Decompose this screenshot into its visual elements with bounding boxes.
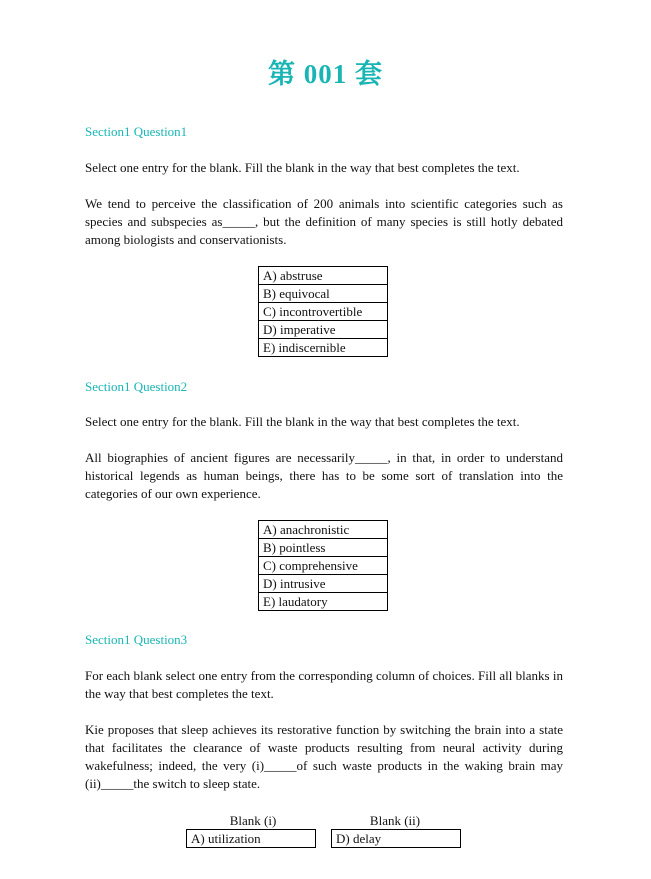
question-2-text: All biographies of ancient figures are necessarily_____, in that, in order to understand historical legends as human beings, there has to be some sort of translation into the categories of our own experience. [85, 450, 563, 501]
question-3-instruction: For each blank select one entry from the corresponding column of choices. Fill all blanks in the way that best completes the text. [85, 668, 563, 701]
question-2-heading: Section1 Question2 [85, 379, 188, 394]
option-c[interactable]: C) incontrovertible [259, 303, 388, 321]
option-e[interactable]: E) indiscernible [259, 339, 388, 357]
option-d[interactable]: D) intrusive [259, 575, 388, 593]
option-a[interactable]: A) anachronistic [259, 521, 388, 539]
blank-i-option-a[interactable]: A) utilization [187, 830, 316, 848]
option-b[interactable]: B) equivocal [259, 285, 388, 303]
option-c[interactable]: C) comprehensive [259, 557, 388, 575]
page-title: 第 001 套 [268, 59, 383, 89]
question-1-options [258, 266, 388, 357]
question-3-text: Kie proposes that sleep achieves its restorative function by switching the brain into a state that facilitates the clearance of waste products resulting from neural activity during wakefulness; indeed, the very (i)_____of such waste products in the waking brain may (ii)_____the switch to sleep state. [85, 722, 563, 791]
option-b[interactable]: B) pointless [259, 539, 388, 557]
option-e[interactable]: E) laudatory [259, 593, 388, 611]
question-1-heading: Section1 Question1 [85, 124, 188, 139]
question-1-instruction: Select one entry for the blank. Fill the blank in the way that best completes the text. [85, 160, 520, 175]
question-3-heading: Section1 Question3 [85, 632, 188, 647]
blank-i-heading: Blank (i) [229, 813, 277, 828]
question-2-instruction: Select one entry for the blank. Fill the blank in the way that best completes the text. [85, 414, 520, 429]
blank-i-options [186, 829, 316, 848]
option-a[interactable]: A) abstruse [259, 267, 388, 285]
question-1-text: We tend to perceive the classification of 200 animals into scientific categories such as species and subspecies as_____, but the definition of many species is still hotly debated among biologists and conservationists. [85, 196, 563, 247]
blank-ii-heading: Blank (ii) [369, 813, 421, 828]
option-d[interactable]: D) imperative [259, 321, 388, 339]
blank-ii-option-d[interactable]: D) delay [332, 830, 461, 848]
blank-ii-options [331, 829, 461, 848]
question-2-options [258, 520, 388, 611]
